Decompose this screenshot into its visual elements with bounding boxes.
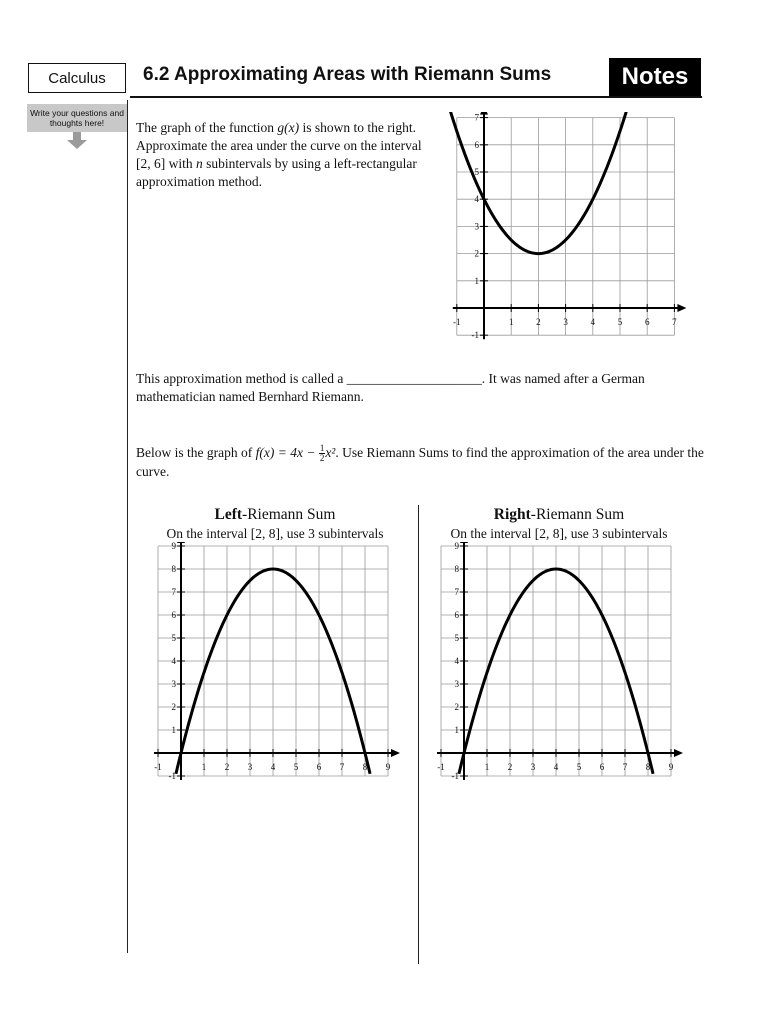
- x-tick-label: -1: [453, 317, 461, 327]
- y-tick-label: 3: [454, 679, 459, 689]
- x-tick-label: 8: [645, 762, 651, 772]
- right-graph-title: Right-Riemann Sum: [493, 506, 625, 523]
- x-tick-label: 1: [201, 762, 207, 772]
- y-tick-label: 5: [454, 633, 459, 643]
- y-tick-label: 1: [171, 725, 176, 735]
- method-paragraph: This approximation method is called a ____________________. It was named after a German mathematician named Bernhard Riemann.: [136, 371, 645, 404]
- y-tick-label: 4: [171, 656, 176, 666]
- g-function-graph: [440, 112, 696, 356]
- x-axis-arrow-icon: [674, 749, 683, 757]
- y-tick-label: 4: [454, 656, 459, 666]
- y-tick-label: 9: [171, 542, 176, 551]
- left-graph-title: Left-Riemann Sum: [214, 506, 336, 523]
- course-label: Calculus: [28, 63, 126, 93]
- y-tick-label: 6: [454, 610, 459, 620]
- left-riemann-graph: [147, 542, 409, 790]
- right-graph-subtitle: On the interval [2, 8], use 3 subintervals: [450, 526, 668, 541]
- x-tick-label: 4: [270, 762, 276, 772]
- y-tick-label: 8: [454, 564, 459, 574]
- y-tick-label: -1: [471, 330, 479, 341]
- x-tick-label: 5: [576, 762, 582, 772]
- y-tick-label: 7: [454, 587, 459, 597]
- y-tick-label: 3: [171, 679, 176, 689]
- x-tick-label: 2: [507, 762, 513, 772]
- y-tick-label: 9: [454, 542, 459, 551]
- x-tick-label: 7: [339, 762, 345, 772]
- intro-paragraph: The graph of the function g(x) is shown to the right. Approximate the area under the curve on the interval [2, 6] with n subintervals by using a left-rectangular approximation method.: [136, 120, 422, 189]
- x-axis-arrow-icon: [677, 304, 686, 312]
- left-graph-subtitle: On the interval [2, 8], use 3 subintervals: [166, 526, 384, 541]
- y-tick-label: 3: [474, 221, 479, 232]
- one-half-fraction: $\frac{1}{2}$: [319, 443, 325, 464]
- x-tick-label: 7: [622, 762, 628, 772]
- y-tick-label: 2: [454, 702, 459, 712]
- y-tick-label: 4: [474, 194, 479, 205]
- x-tick-label: 4: [590, 317, 596, 327]
- x-tick-label: 9: [668, 762, 674, 772]
- answer-blank[interactable]: ____________________: [346, 371, 482, 386]
- y-tick-label: 7: [171, 587, 176, 597]
- y-tick-label: 1: [454, 725, 459, 735]
- x-tick-label: 1: [484, 762, 490, 772]
- title-divider: [130, 96, 702, 98]
- x-tick-label: 5: [293, 762, 299, 772]
- right-riemann-graph: [430, 542, 692, 790]
- y-axis-arrow-icon: [480, 112, 488, 115]
- down-arrow-icon: [66, 132, 88, 150]
- y-tick-label: 6: [171, 610, 176, 620]
- graphs-divider: [418, 505, 419, 964]
- y-axis-arrow-icon: [177, 542, 185, 543]
- x-tick-label: -1: [154, 762, 162, 772]
- y-tick-label: 7: [474, 112, 479, 123]
- x-tick-label: 7: [672, 317, 677, 327]
- notes-badge: Notes: [609, 58, 701, 96]
- x-tick-label: 3: [563, 317, 568, 327]
- function-paragraph: Below is the graph of f(x) = 4x − $\frac{1}{2}$ x². Use Riemann Sums to find the approximation of the area under the curve.: [136, 443, 704, 480]
- y-tick-label: 2: [171, 702, 176, 712]
- x-tick-label: 4: [553, 762, 559, 772]
- x-tick-label: 6: [599, 762, 605, 772]
- x-tick-label: 2: [224, 762, 230, 772]
- x-tick-label: 3: [530, 762, 536, 772]
- x-tick-label: 6: [316, 762, 322, 772]
- y-tick-label: 5: [171, 633, 176, 643]
- y-tick-label: 8: [171, 564, 176, 574]
- x-tick-label: 8: [362, 762, 368, 772]
- y-tick-label: 6: [474, 139, 479, 150]
- y-tick-label: -1: [168, 771, 176, 781]
- margin-hint: Write your questions and thoughts here!: [27, 104, 127, 132]
- x-tick-label: 1: [508, 317, 514, 327]
- x-tick-label: 3: [247, 762, 253, 772]
- x-axis-arrow-icon: [391, 749, 400, 757]
- x-tick-label: 6: [644, 317, 650, 327]
- x-tick-label: -1: [437, 762, 445, 772]
- x-tick-label: 5: [617, 317, 623, 327]
- y-tick-label: 2: [474, 248, 479, 259]
- y-tick-label: 1: [474, 275, 479, 286]
- x-tick-label: 2: [536, 317, 541, 327]
- margin-divider: [127, 100, 128, 953]
- y-tick-label: -1: [451, 771, 459, 781]
- x-tick-label: 9: [385, 762, 391, 772]
- page-title: 6.2 Approximating Areas with Riemann Sums: [143, 64, 552, 85]
- y-tick-label: 5: [474, 167, 479, 177]
- function-curve: [445, 112, 654, 254]
- y-axis-arrow-icon: [460, 542, 468, 543]
